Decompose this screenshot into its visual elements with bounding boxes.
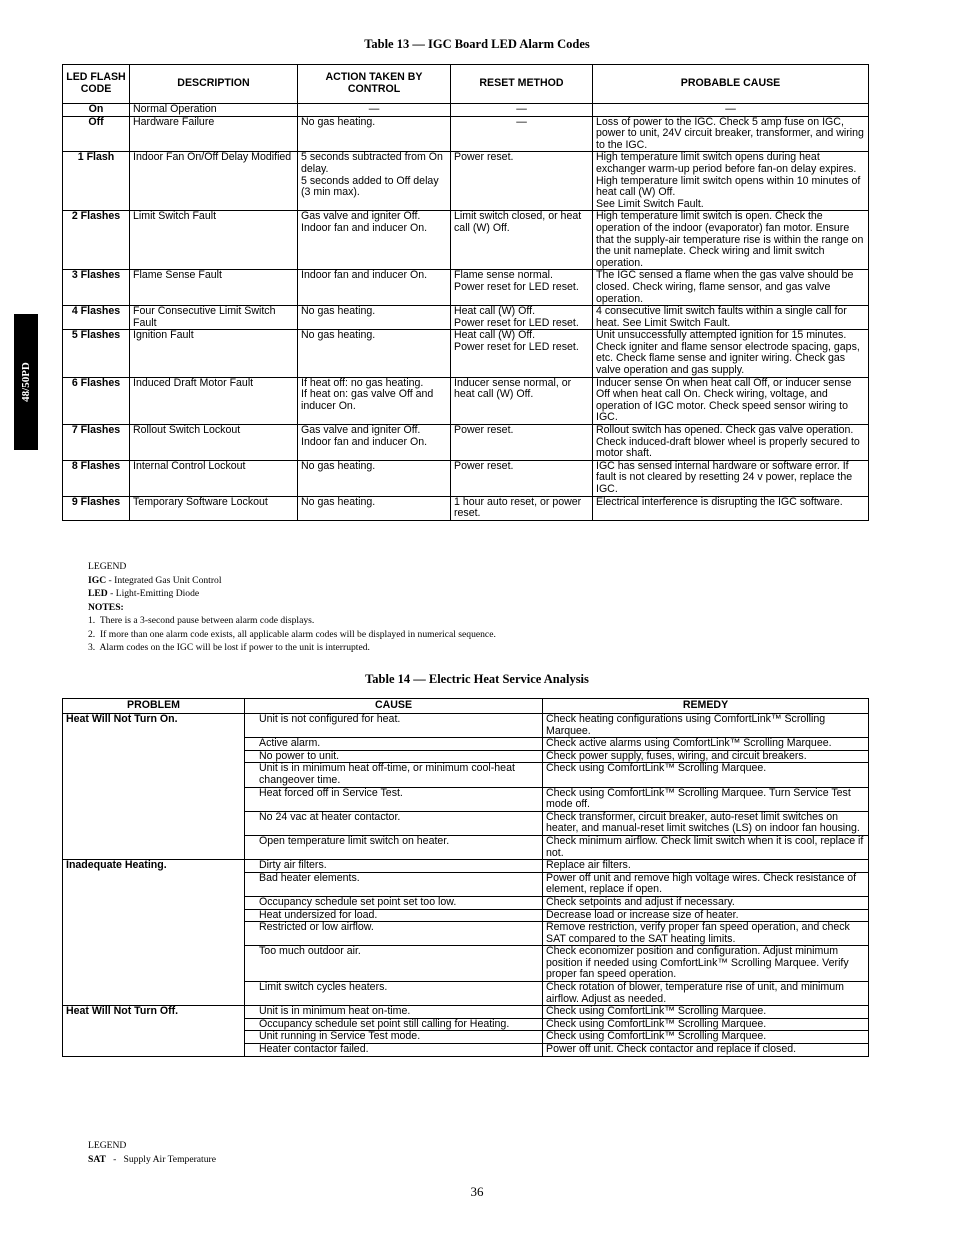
cause-cell: Unit running in Service Test mode. (245, 1031, 543, 1044)
led-code-cell: 3 Flashes (63, 270, 130, 306)
table-row (63, 946, 869, 982)
col-header-reset: RESET METHOD (451, 65, 593, 104)
remedy-cell: Check transformer, circuit breaker, auto-reset limit switches on heater, and manual-reset limit switches (LS) on indoor fan housing. (543, 811, 869, 835)
reset-cell: Limit switch closed, or heat call (W) Off. (451, 211, 593, 270)
table-row (63, 306, 869, 330)
remedy-cell: Check power supply, fuses, wiring, and circuit breakers. (543, 750, 869, 763)
legend-entry (88, 574, 496, 588)
remedy-cell: Check using ComfortLink™ Scrolling Marquee. (543, 1006, 869, 1019)
table-row (63, 714, 869, 738)
section-tab-label: 48/50PD (20, 362, 33, 402)
led-code-cell: 2 Flashes (63, 211, 130, 270)
problem-cell (63, 763, 245, 787)
remedy-cell: Check using ComfortLink™ Scrolling Marquee. (543, 1018, 869, 1031)
description-cell: Induced Draft Motor Fault (130, 377, 298, 424)
cause-cell: Occupancy schedule set point still calling for Heating. (245, 1018, 543, 1031)
reset-cell: 1 hour auto reset, or power reset. (451, 496, 593, 520)
col-header-remedy: REMEDY (543, 699, 869, 714)
cause-cell: Heat forced off in Service Test. (245, 787, 543, 811)
problem-cell (63, 787, 245, 811)
reset-cell: Heat call (W) Off. Power reset for LED reset. (451, 330, 593, 377)
table-row (63, 104, 869, 117)
remedy-cell: Check active alarms using ComfortLink™ Scrolling Marquee. (543, 738, 869, 751)
cause-cell: Unit is in minimum heat off-time, or minimum cool-heat changeover time. (245, 763, 543, 787)
cause-cell: Occupancy schedule set point set too low. (245, 896, 543, 909)
table-header-row (63, 65, 869, 104)
cause-cell: Dirty air filters. (245, 860, 543, 873)
cause-cell: Too much outdoor air. (245, 946, 543, 982)
led-code-cell: 5 Flashes (63, 330, 130, 377)
reset-cell: Power reset. (451, 460, 593, 496)
cause-cell: Loss of power to the IGC. Check 5 amp fuse on IGC, power to unit, 24V circuit breaker, transformer, and wiring to the IGC. (593, 116, 869, 152)
description-cell: Flame Sense Fault (130, 270, 298, 306)
led-code-cell: 4 Flashes (63, 306, 130, 330)
action-cell: Gas valve and igniter Off. Indoor fan and inducer On. (298, 211, 451, 270)
table-header-row (63, 699, 869, 714)
legend-entry (88, 1153, 216, 1167)
col-header-action: ACTION TAKEN BY CONTROL (298, 65, 451, 104)
action-cell: Gas valve and igniter Off. Indoor fan and inducer On. (298, 425, 451, 461)
table-row (63, 152, 869, 211)
cause-cell: 4 consecutive limit switch faults within a single call for heat. See Limit Switch Fault. (593, 306, 869, 330)
problem-cell (63, 750, 245, 763)
legend-title: LEGEND (88, 561, 127, 572)
cause-cell: Rollout switch has opened. Check gas valve operation. Check induced-draft blower wheel is properly secured to motor shaft. (593, 425, 869, 461)
reset-cell: Flame sense normal. Power reset for LED reset. (451, 270, 593, 306)
remedy-cell: Decrease load or increase size of heater. (543, 909, 869, 922)
cause-cell: Unit is in minimum heat on-time. (245, 1006, 543, 1019)
reset-cell: — (451, 104, 593, 117)
note-item: 3. Alarm codes on the IGC will be lost if power to the unit is interrupted. (88, 642, 370, 653)
description-cell: Rollout Switch Lockout (130, 425, 298, 461)
description-cell: Hardware Failure (130, 116, 298, 152)
cause-cell: No power to unit. (245, 750, 543, 763)
problem-cell (63, 872, 245, 896)
reset-cell: Heat call (W) Off. Power reset for LED reset. (451, 306, 593, 330)
problem-cell (63, 922, 245, 946)
table-row (63, 496, 869, 520)
remedy-cell: Check setpoints and adjust if necessary. (543, 896, 869, 909)
table13-title: Table 13 — IGC Board LED Alarm Codes (364, 37, 590, 51)
led-code-cell: On (63, 104, 130, 117)
description-cell: Temporary Software Lockout (130, 496, 298, 520)
action-cell: 5 seconds subtracted from On delay. 5 seconds added to Off delay (3 min max). (298, 152, 451, 211)
remedy-cell: Power off unit. Check contactor and replace if closed. (543, 1044, 869, 1057)
page-number: 36 (470, 1184, 484, 1199)
legend-sep: - (105, 1153, 124, 1165)
cause-cell: Heat undersized for load. (245, 909, 543, 922)
remedy-cell: Check using ComfortLink™ Scrolling Marquee. (543, 1031, 869, 1044)
col-header-problem: PROBLEM (63, 699, 245, 714)
legend-key: SAT (88, 1153, 106, 1165)
cause-cell: High temperature limit switch is open. Check the operation of the indoor (evaporator) fan motor. Ensure that the supply-air temperature rise is within the range on the unit nameplate. Check wiring and limit switch operation. (593, 211, 869, 270)
table-row (63, 763, 869, 787)
reset-cell: Power reset. (451, 152, 593, 211)
cause-cell: Active alarm. (245, 738, 543, 751)
led-code-cell: Off (63, 116, 130, 152)
legend-key: LED (88, 588, 108, 599)
legend-key: IGC (88, 574, 107, 586)
table13-legend (88, 560, 496, 655)
problem-cell (63, 909, 245, 922)
legend-sep: - (106, 574, 115, 586)
cause-cell: Unit unsuccessfully attempted ignition for 15 minutes. Check igniter and flame sensor electrode spacing, gaps, etc. Check flame sense and igniter wiring. Check gas valve operation and gas supply. (593, 330, 869, 377)
remedy-cell: Check rotation of blower, temperature rise of unit, and minimum airflow. Adjust as needed. (543, 982, 869, 1006)
problem-cell (63, 835, 245, 859)
remedy-cell: Check using ComfortLink™ Scrolling Marquee. Turn Service Test mode off. (543, 787, 869, 811)
action-cell: If heat off: no gas heating. If heat on: gas valve Off and inducer On. (298, 377, 451, 424)
remedy-cell: Check economizer position and configuration. Adjust minimum position if needed using ComfortLink™ Scrolling Marquee. Verify proper fan speed operation. (543, 946, 869, 982)
cause-cell: High temperature limit switch opens during heat exchanger warm-up period before fan-on delay expires. High temperature limit switch opens within 10 minutes of heat call (W) Off. See Limit Switch Fault. (593, 152, 869, 211)
cause-cell: Open temperature limit switch on heater. (245, 835, 543, 859)
table-row (63, 377, 869, 424)
cause-cell: Inducer sense On when heat call Off, or inducer sense Off when heat call On. Check wiring, voltage, and operation of IGC motor. Check speed sensor wiring to IGC. (593, 377, 869, 424)
cause-cell: — (593, 104, 869, 117)
table-row (63, 460, 869, 496)
col-header-cause: CAUSE (245, 699, 543, 714)
notes-title: NOTES: (88, 601, 124, 613)
table-row (63, 811, 869, 835)
problem-cell (63, 811, 245, 835)
led-code-cell: 6 Flashes (63, 377, 130, 424)
led-code-cell: 1 Flash (63, 152, 130, 211)
description-cell: Four Consecutive Limit Switch Fault (130, 306, 298, 330)
problem-cell (63, 1031, 245, 1044)
section-tab (14, 314, 38, 450)
remedy-cell: Power off unit and remove high voltage wires. Check resistance of element, replace if open. (543, 872, 869, 896)
legend-value: Integrated Gas Unit Control (114, 574, 222, 586)
table-row (63, 1044, 869, 1057)
table-row (63, 750, 869, 763)
problem-cell (63, 982, 245, 1006)
cause-cell: Limit switch cycles heaters. (245, 982, 543, 1006)
cause-cell: Bad heater elements. (245, 872, 543, 896)
cause-cell: The IGC sensed a flame when the gas valve should be closed. Check wiring, flame sensor, and gas valve operation. (593, 270, 869, 306)
table-row (63, 738, 869, 751)
description-cell: Internal Control Lockout (130, 460, 298, 496)
table-row (63, 909, 869, 922)
problem-cell (63, 738, 245, 751)
reset-cell: Power reset. (451, 425, 593, 461)
action-cell: No gas heating. (298, 330, 451, 377)
description-cell: Limit Switch Fault (130, 211, 298, 270)
action-cell: Indoor fan and inducer On. (298, 270, 451, 306)
remedy-cell: Check using ComfortLink™ Scrolling Marquee. (543, 763, 869, 787)
remedy-cell: Check minimum airflow. Check limit switch when it is cool, replace if not. (543, 835, 869, 859)
note-item: 1. There is a 3-second pause between alarm code displays. (88, 615, 315, 626)
legend-entry (88, 587, 496, 601)
table-row (63, 425, 869, 461)
table-row (63, 872, 869, 896)
problem-cell (63, 946, 245, 982)
table-row (63, 922, 869, 946)
table14-title: Table 14 — Electric Heat Service Analysis (365, 672, 589, 686)
table-row (63, 982, 869, 1006)
problem-cell (63, 1044, 245, 1057)
description-cell: Ignition Fault (130, 330, 298, 377)
legend-title: LEGEND (88, 1140, 127, 1151)
reset-cell: Inducer sense normal, or heat call (W) Off. (451, 377, 593, 424)
table-row (63, 896, 869, 909)
legend-value: Supply Air Temperature (123, 1153, 216, 1165)
led-code-cell: 8 Flashes (63, 460, 130, 496)
table-row (63, 270, 869, 306)
table-row (63, 1006, 869, 1019)
table-row (63, 787, 869, 811)
led-code-cell: 7 Flashes (63, 425, 130, 461)
problem-cell: Heat Will Not Turn On. (63, 714, 245, 738)
action-cell: No gas heating. (298, 496, 451, 520)
table-row (63, 1031, 869, 1044)
electric-heat-table (62, 698, 869, 1057)
cause-cell: IGC has sensed internal hardware or software error. If fault is not cleared by resetting 24 v power, replace the IGC. (593, 460, 869, 496)
table14-legend (88, 1139, 216, 1166)
table-row (63, 116, 869, 152)
cause-cell: Unit is not configured for heat. (245, 714, 543, 738)
action-cell: — (298, 104, 451, 117)
problem-cell: Heat Will Not Turn Off. (63, 1006, 245, 1019)
problem-cell (63, 896, 245, 909)
cause-cell: Restricted or low airflow. (245, 922, 543, 946)
legend-value: Light-Emitting Diode (115, 588, 200, 599)
cause-cell: Electrical interference is disrupting the IGC software. (593, 496, 869, 520)
col-header-led-code: LED FLASH CODE (63, 65, 130, 104)
col-header-cause: PROBABLE CAUSE (593, 65, 869, 104)
action-cell: No gas heating. (298, 116, 451, 152)
note-item: 2. If more than one alarm code exists, all applicable alarm codes will be displayed in numerical sequence. (88, 628, 496, 640)
legend-sep: - (107, 588, 116, 599)
igc-alarm-table (62, 64, 869, 521)
problem-cell: Inadequate Heating. (63, 860, 245, 873)
table-row (63, 860, 869, 873)
table-row (63, 211, 869, 270)
led-code-cell: 9 Flashes (63, 496, 130, 520)
table-row (63, 835, 869, 859)
cause-cell: Heater contactor failed. (245, 1044, 543, 1057)
action-cell: No gas heating. (298, 460, 451, 496)
col-header-description: DESCRIPTION (130, 65, 298, 104)
action-cell: No gas heating. (298, 306, 451, 330)
table-row (63, 330, 869, 377)
remedy-cell: Remove restriction, verify proper fan speed operation, and check SAT compared to the SAT heating limits. (543, 922, 869, 946)
remedy-cell: Check heating configurations using ComfortLink™ Scrolling Marquee. (543, 714, 869, 738)
cause-cell: No 24 vac at heater contactor. (245, 811, 543, 835)
table-row (63, 1018, 869, 1031)
description-cell: Normal Operation (130, 104, 298, 117)
problem-cell (63, 1018, 245, 1031)
remedy-cell: Replace air filters. (543, 860, 869, 873)
description-cell: Indoor Fan On/Off Delay Modified (130, 152, 298, 211)
reset-cell: — (451, 116, 593, 152)
